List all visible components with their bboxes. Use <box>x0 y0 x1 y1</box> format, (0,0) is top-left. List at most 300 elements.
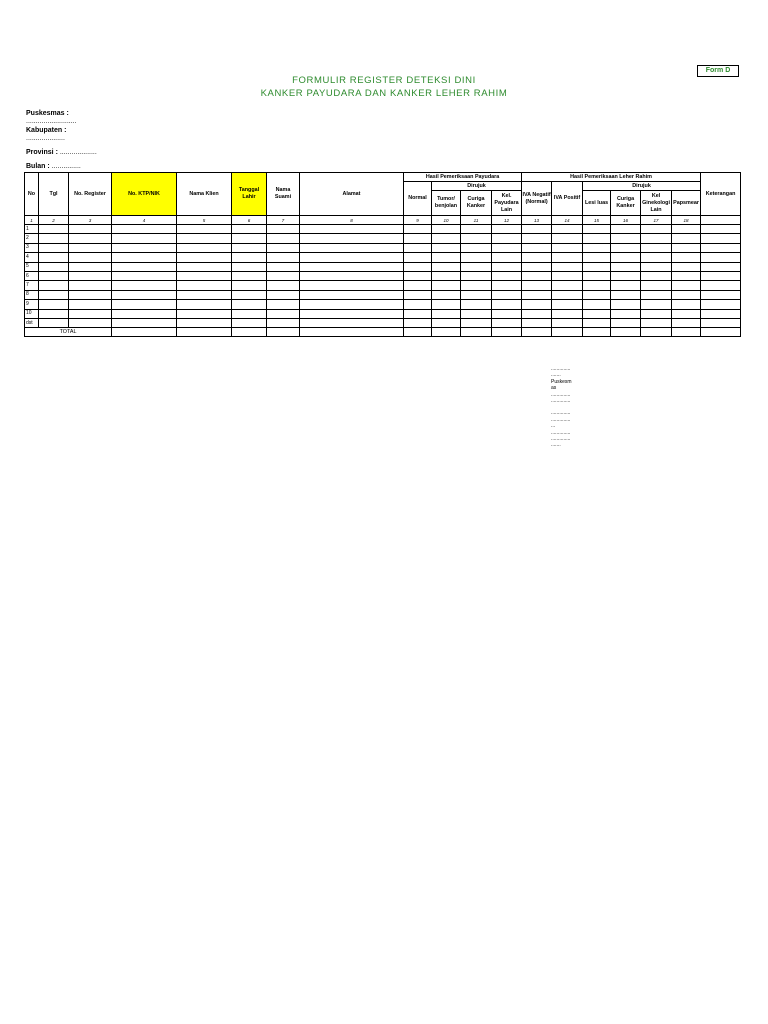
header-tumor: Tumor/ benjolan <box>432 191 461 216</box>
table-cell[interactable] <box>404 234 432 243</box>
table-cell[interactable] <box>461 318 492 327</box>
table-cell[interactable] <box>177 225 232 234</box>
table-cell[interactable] <box>583 318 611 327</box>
table-cell[interactable] <box>432 262 461 271</box>
row-number[interactable]: 7 <box>25 281 39 290</box>
header-dirujuk-leher-rahim: Dirujuk <box>583 182 701 191</box>
table-cell[interactable] <box>300 290 404 299</box>
header-nama-klien: Nama Klien <box>177 173 232 216</box>
table-cell[interactable] <box>232 318 267 327</box>
header-no-ktp: No. KTP/NIK <box>112 173 177 216</box>
table-cell[interactable] <box>39 234 69 243</box>
table-cell[interactable] <box>552 281 583 290</box>
table-cell[interactable] <box>641 318 672 327</box>
table-cell[interactable] <box>492 300 522 309</box>
table-cell[interactable] <box>492 243 522 252</box>
provinsi-value: ................... <box>59 149 97 156</box>
table-cell[interactable] <box>112 234 177 243</box>
table-cell[interactable] <box>641 281 672 290</box>
table-cell[interactable] <box>701 309 741 318</box>
table-cell[interactable] <box>583 262 611 271</box>
kabupaten-label: Kabupaten : <box>26 127 67 134</box>
table-cell[interactable] <box>611 253 641 262</box>
table-cell[interactable] <box>552 225 583 234</box>
table-cell[interactable] <box>432 281 461 290</box>
row-number[interactable]: 1 <box>25 225 39 234</box>
table-cell[interactable] <box>583 271 611 280</box>
header-hasil-payudara: Hasil Pemeriksaan Payudara <box>404 173 522 182</box>
total-cell[interactable] <box>267 328 300 337</box>
table-cell[interactable] <box>112 271 177 280</box>
table-cell[interactable] <box>552 300 583 309</box>
table-cell[interactable] <box>611 243 641 252</box>
total-cell[interactable] <box>552 328 583 337</box>
table-cell[interactable] <box>672 262 701 271</box>
column-number: 12 <box>492 216 522 225</box>
table-cell[interactable] <box>641 271 672 280</box>
table-cell[interactable] <box>432 318 461 327</box>
table-cell[interactable] <box>404 309 432 318</box>
table-cell[interactable] <box>404 318 432 327</box>
table-cell[interactable] <box>300 300 404 309</box>
column-number: 9 <box>404 216 432 225</box>
row-number[interactable]: dst <box>25 318 39 327</box>
kabupaten-value: .................... <box>26 135 65 142</box>
table-cell[interactable] <box>69 262 112 271</box>
column-number: 13 <box>522 216 552 225</box>
column-number: 2 <box>39 216 69 225</box>
signature-line: .............. <box>551 429 571 436</box>
table-cell[interactable] <box>641 300 672 309</box>
table-cell[interactable] <box>611 318 641 327</box>
puskesmas-field <box>26 110 77 126</box>
table-cell[interactable] <box>300 243 404 252</box>
table-cell[interactable] <box>701 271 741 280</box>
table-cell[interactable] <box>69 281 112 290</box>
table-cell[interactable] <box>404 253 432 262</box>
table-row <box>25 225 741 234</box>
table-cell[interactable] <box>404 271 432 280</box>
table-cell[interactable] <box>492 225 522 234</box>
table-row <box>25 262 741 271</box>
header-tgl: Tgl <box>39 173 69 216</box>
table-cell[interactable] <box>267 234 300 243</box>
table-row <box>25 253 741 262</box>
table-cell[interactable] <box>267 281 300 290</box>
total-cell[interactable] <box>461 328 492 337</box>
table-cell[interactable] <box>232 271 267 280</box>
header-kel-ginekologi-lain: Kel Ginekologi Lain <box>641 191 672 216</box>
provinsi-field <box>26 149 97 157</box>
header-curiga-kanker-payudara: Curiga Kanker <box>461 191 492 216</box>
table-cell[interactable] <box>701 300 741 309</box>
header-keterangan: Keterangan <box>701 173 741 216</box>
table-cell[interactable] <box>177 243 232 252</box>
table-row <box>25 309 741 318</box>
table-cell[interactable] <box>39 253 69 262</box>
table-cell[interactable] <box>522 281 552 290</box>
table-cell[interactable] <box>232 281 267 290</box>
table-cell[interactable] <box>39 318 69 327</box>
table-cell[interactable] <box>701 318 741 327</box>
table-cell[interactable] <box>522 271 552 280</box>
table-cell[interactable] <box>112 300 177 309</box>
table-cell[interactable] <box>112 290 177 299</box>
table-cell[interactable] <box>39 300 69 309</box>
table-cell[interactable] <box>672 225 701 234</box>
row-number[interactable]: 4 <box>25 253 39 262</box>
form-code-box: Form D <box>697 65 739 77</box>
table-cell[interactable] <box>522 318 552 327</box>
total-cell[interactable] <box>611 328 641 337</box>
total-cell[interactable] <box>701 328 741 337</box>
table-cell[interactable] <box>461 290 492 299</box>
table-row <box>25 243 741 252</box>
signature-line: ... <box>551 423 556 430</box>
row-number[interactable]: 5 <box>25 262 39 271</box>
table-cell[interactable] <box>432 300 461 309</box>
table-cell[interactable] <box>69 225 112 234</box>
table-cell[interactable] <box>232 309 267 318</box>
table-cell[interactable] <box>69 318 112 327</box>
table-cell[interactable] <box>672 300 701 309</box>
total-cell[interactable] <box>641 328 672 337</box>
table-cell[interactable] <box>177 318 232 327</box>
header-curiga-kanker-rahim: Curiga Kanker <box>611 191 641 216</box>
table-cell[interactable] <box>552 253 583 262</box>
total-cell[interactable] <box>300 328 404 337</box>
table-cell[interactable] <box>672 243 701 252</box>
header-papsmear: Papsmear <box>672 191 701 216</box>
puskesmas-value: .......................... <box>26 118 77 125</box>
table-cell[interactable] <box>112 318 177 327</box>
table-cell[interactable] <box>404 262 432 271</box>
table-cell[interactable] <box>611 262 641 271</box>
table-cell[interactable] <box>583 281 611 290</box>
table-cell[interactable] <box>492 290 522 299</box>
signature-line: .............. <box>551 366 571 372</box>
column-number: 5 <box>177 216 232 225</box>
table-cell[interactable] <box>404 243 432 252</box>
column-number: 18 <box>672 216 701 225</box>
column-number: 14 <box>552 216 583 225</box>
table-cell[interactable] <box>432 309 461 318</box>
table-row <box>25 234 741 243</box>
header-hasil-leher-rahim: Hasil Pemeriksaan Leher Rahim <box>522 173 701 182</box>
header-lesi-luas: Lesi luas <box>583 191 611 216</box>
header-iva-negatif: IVA Negatif (Normal) <box>522 182 552 216</box>
table-cell[interactable] <box>461 309 492 318</box>
table-cell[interactable] <box>432 271 461 280</box>
table-cell[interactable] <box>461 225 492 234</box>
table-cell[interactable] <box>404 225 432 234</box>
table-cell[interactable] <box>552 271 583 280</box>
table-cell[interactable] <box>611 281 641 290</box>
table-cell[interactable] <box>177 234 232 243</box>
table-cell[interactable] <box>611 271 641 280</box>
table-cell[interactable] <box>583 309 611 318</box>
table-cell[interactable] <box>701 290 741 299</box>
table-cell[interactable] <box>552 290 583 299</box>
table-cell[interactable] <box>267 253 300 262</box>
table-cell[interactable] <box>39 281 69 290</box>
table-row <box>25 300 741 309</box>
table-cell[interactable] <box>492 234 522 243</box>
table-cell[interactable] <box>611 225 641 234</box>
table-cell[interactable] <box>69 271 112 280</box>
table-cell[interactable] <box>177 253 232 262</box>
table-cell[interactable] <box>552 234 583 243</box>
table-cell[interactable] <box>39 290 69 299</box>
header-no: No <box>25 173 39 216</box>
column-number: 15 <box>583 216 611 225</box>
table-cell[interactable] <box>641 225 672 234</box>
table-cell[interactable] <box>461 300 492 309</box>
table-cell[interactable] <box>177 300 232 309</box>
column-number: 4 <box>112 216 177 225</box>
table-cell[interactable] <box>300 281 404 290</box>
table-cell[interactable] <box>232 290 267 299</box>
table-cell[interactable] <box>267 309 300 318</box>
table-cell[interactable] <box>522 300 552 309</box>
row-number[interactable]: 9 <box>25 300 39 309</box>
table-cell[interactable] <box>552 262 583 271</box>
table-cell[interactable] <box>492 271 522 280</box>
column-number: 1 <box>25 216 39 225</box>
table-cell[interactable] <box>404 300 432 309</box>
table-cell[interactable] <box>672 318 701 327</box>
column-number: 11 <box>461 216 492 225</box>
table-cell[interactable] <box>112 262 177 271</box>
table-cell[interactable] <box>701 262 741 271</box>
table-cell[interactable] <box>492 318 522 327</box>
total-cell[interactable] <box>583 328 611 337</box>
table-cell[interactable] <box>112 253 177 262</box>
table-cell[interactable] <box>672 234 701 243</box>
table-cell[interactable] <box>583 253 611 262</box>
table-cell[interactable] <box>69 234 112 243</box>
table-cell[interactable] <box>267 300 300 309</box>
header-iva-positif: IVA Positif <box>552 182 583 216</box>
row-number[interactable]: 3 <box>25 243 39 252</box>
column-number: 3 <box>69 216 112 225</box>
row-number[interactable]: 2 <box>25 234 39 243</box>
table-cell[interactable] <box>300 253 404 262</box>
provinsi-label: Provinsi : <box>26 149 58 156</box>
row-number[interactable]: 8 <box>25 290 39 299</box>
table-cell[interactable] <box>552 309 583 318</box>
table-cell[interactable] <box>112 281 177 290</box>
column-number: 10 <box>432 216 461 225</box>
register-table-body <box>25 216 741 337</box>
row-number[interactable]: 10 <box>25 309 39 318</box>
table-cell[interactable] <box>672 271 701 280</box>
total-cell[interactable] <box>112 328 177 337</box>
table-cell[interactable] <box>583 225 611 234</box>
table-cell[interactable] <box>432 253 461 262</box>
table-cell[interactable] <box>672 309 701 318</box>
table-cell[interactable] <box>461 243 492 252</box>
table-cell[interactable] <box>461 262 492 271</box>
table-cell[interactable] <box>232 300 267 309</box>
header-tanggal-lahir: Tanggal Lahir <box>232 173 267 216</box>
signature-line: .............. <box>551 436 571 443</box>
total-cell[interactable] <box>232 328 267 337</box>
table-cell[interactable] <box>432 290 461 299</box>
column-number-row <box>25 216 741 225</box>
table-cell[interactable] <box>492 262 522 271</box>
column-number: 6 <box>232 216 267 225</box>
header-dirujuk-payudara: Dirujuk <box>432 182 522 191</box>
table-cell[interactable] <box>672 281 701 290</box>
column-number-blank <box>701 216 741 225</box>
table-cell[interactable] <box>492 281 522 290</box>
table-cell[interactable] <box>69 253 112 262</box>
table-cell[interactable] <box>177 281 232 290</box>
table-cell[interactable] <box>432 243 461 252</box>
total-cell[interactable] <box>522 328 552 337</box>
table-cell[interactable] <box>267 290 300 299</box>
table-cell[interactable] <box>461 234 492 243</box>
table-cell[interactable] <box>461 281 492 290</box>
column-number: 8 <box>300 216 404 225</box>
table-row <box>25 281 741 290</box>
table-cell[interactable] <box>583 234 611 243</box>
table-cell[interactable] <box>701 253 741 262</box>
header-nama-suami: Nama Suami <box>267 173 300 216</box>
table-cell[interactable] <box>232 243 267 252</box>
signature-line: as <box>551 385 557 392</box>
table-cell[interactable] <box>112 225 177 234</box>
table-cell[interactable] <box>300 225 404 234</box>
total-row <box>25 328 741 337</box>
table-cell[interactable] <box>611 300 641 309</box>
table-cell[interactable] <box>300 271 404 280</box>
total-cell[interactable] <box>492 328 522 337</box>
table-cell[interactable] <box>267 271 300 280</box>
table-cell[interactable] <box>641 234 672 243</box>
table-cell[interactable] <box>232 225 267 234</box>
table-cell[interactable] <box>39 309 69 318</box>
table-cell[interactable] <box>232 253 267 262</box>
table-cell[interactable] <box>522 262 552 271</box>
table-cell[interactable] <box>177 271 232 280</box>
signature-line: .............. <box>551 391 571 398</box>
table-cell[interactable] <box>177 309 232 318</box>
table-row <box>25 318 741 327</box>
table-cell[interactable] <box>232 234 267 243</box>
table-cell[interactable] <box>39 225 69 234</box>
table-cell[interactable] <box>522 234 552 243</box>
table-cell[interactable] <box>300 318 404 327</box>
table-cell[interactable] <box>611 309 641 318</box>
table-cell[interactable] <box>112 309 177 318</box>
table-row <box>25 290 741 299</box>
signature-line: .............. <box>551 410 571 417</box>
header-kel-payudara-lain: Kel. Payudara Lain <box>492 191 522 216</box>
table-cell[interactable] <box>641 290 672 299</box>
total-cell[interactable] <box>432 328 461 337</box>
table-cell[interactable] <box>177 290 232 299</box>
table-cell[interactable] <box>39 243 69 252</box>
table-cell[interactable] <box>69 309 112 318</box>
table-cell[interactable] <box>552 318 583 327</box>
table-cell[interactable] <box>112 243 177 252</box>
table-cell[interactable] <box>583 290 611 299</box>
table-cell[interactable] <box>641 262 672 271</box>
table-cell[interactable] <box>300 234 404 243</box>
table-cell[interactable] <box>522 225 552 234</box>
table-cell[interactable] <box>701 281 741 290</box>
table-cell[interactable] <box>69 300 112 309</box>
table-cell[interactable] <box>641 309 672 318</box>
table-cell[interactable] <box>232 262 267 271</box>
header-no-register: No. Register <box>69 173 112 216</box>
table-cell[interactable] <box>69 290 112 299</box>
table-cell[interactable] <box>267 262 300 271</box>
table-cell[interactable] <box>300 262 404 271</box>
table-cell[interactable] <box>461 271 492 280</box>
signature-line: ....... <box>551 372 561 379</box>
bulan-value: ............... <box>51 163 81 170</box>
table-cell[interactable] <box>300 309 404 318</box>
table-cell[interactable] <box>461 253 492 262</box>
table-cell[interactable] <box>177 262 232 271</box>
table-cell[interactable] <box>672 290 701 299</box>
table-cell[interactable] <box>641 253 672 262</box>
kabupaten-field <box>26 127 66 143</box>
table-cell[interactable] <box>267 225 300 234</box>
table-cell[interactable] <box>611 234 641 243</box>
table-cell[interactable] <box>672 253 701 262</box>
puskesmas-label: Puskesmas : <box>26 110 69 117</box>
table-cell[interactable] <box>701 234 741 243</box>
table-cell[interactable] <box>69 243 112 252</box>
column-number: 7 <box>267 216 300 225</box>
bulan-field <box>26 163 81 171</box>
register-table <box>24 172 741 337</box>
table-cell[interactable] <box>267 318 300 327</box>
table-cell[interactable] <box>583 300 611 309</box>
table-cell[interactable] <box>641 243 672 252</box>
table-cell[interactable] <box>39 262 69 271</box>
table-cell[interactable] <box>552 243 583 252</box>
table-cell[interactable] <box>492 253 522 262</box>
row-number[interactable]: 6 <box>25 271 39 280</box>
signature-line: Puskesm <box>551 378 572 385</box>
table-cell[interactable] <box>522 243 552 252</box>
table-cell[interactable] <box>583 243 611 252</box>
table-cell[interactable] <box>522 290 552 299</box>
table-cell[interactable] <box>701 243 741 252</box>
table-cell[interactable] <box>39 271 69 280</box>
total-label: TOTAL <box>25 328 112 337</box>
table-cell[interactable] <box>701 225 741 234</box>
table-cell[interactable] <box>432 234 461 243</box>
table-cell[interactable] <box>404 290 432 299</box>
signature-line: ....... <box>551 442 561 449</box>
total-cell[interactable] <box>177 328 232 337</box>
total-cell[interactable] <box>404 328 432 337</box>
table-cell[interactable] <box>611 290 641 299</box>
table-cell[interactable] <box>404 281 432 290</box>
table-cell[interactable] <box>267 243 300 252</box>
table-cell[interactable] <box>432 225 461 234</box>
table-cell[interactable] <box>522 253 552 262</box>
table-cell[interactable] <box>522 309 552 318</box>
table-cell[interactable] <box>492 309 522 318</box>
total-cell[interactable] <box>672 328 701 337</box>
